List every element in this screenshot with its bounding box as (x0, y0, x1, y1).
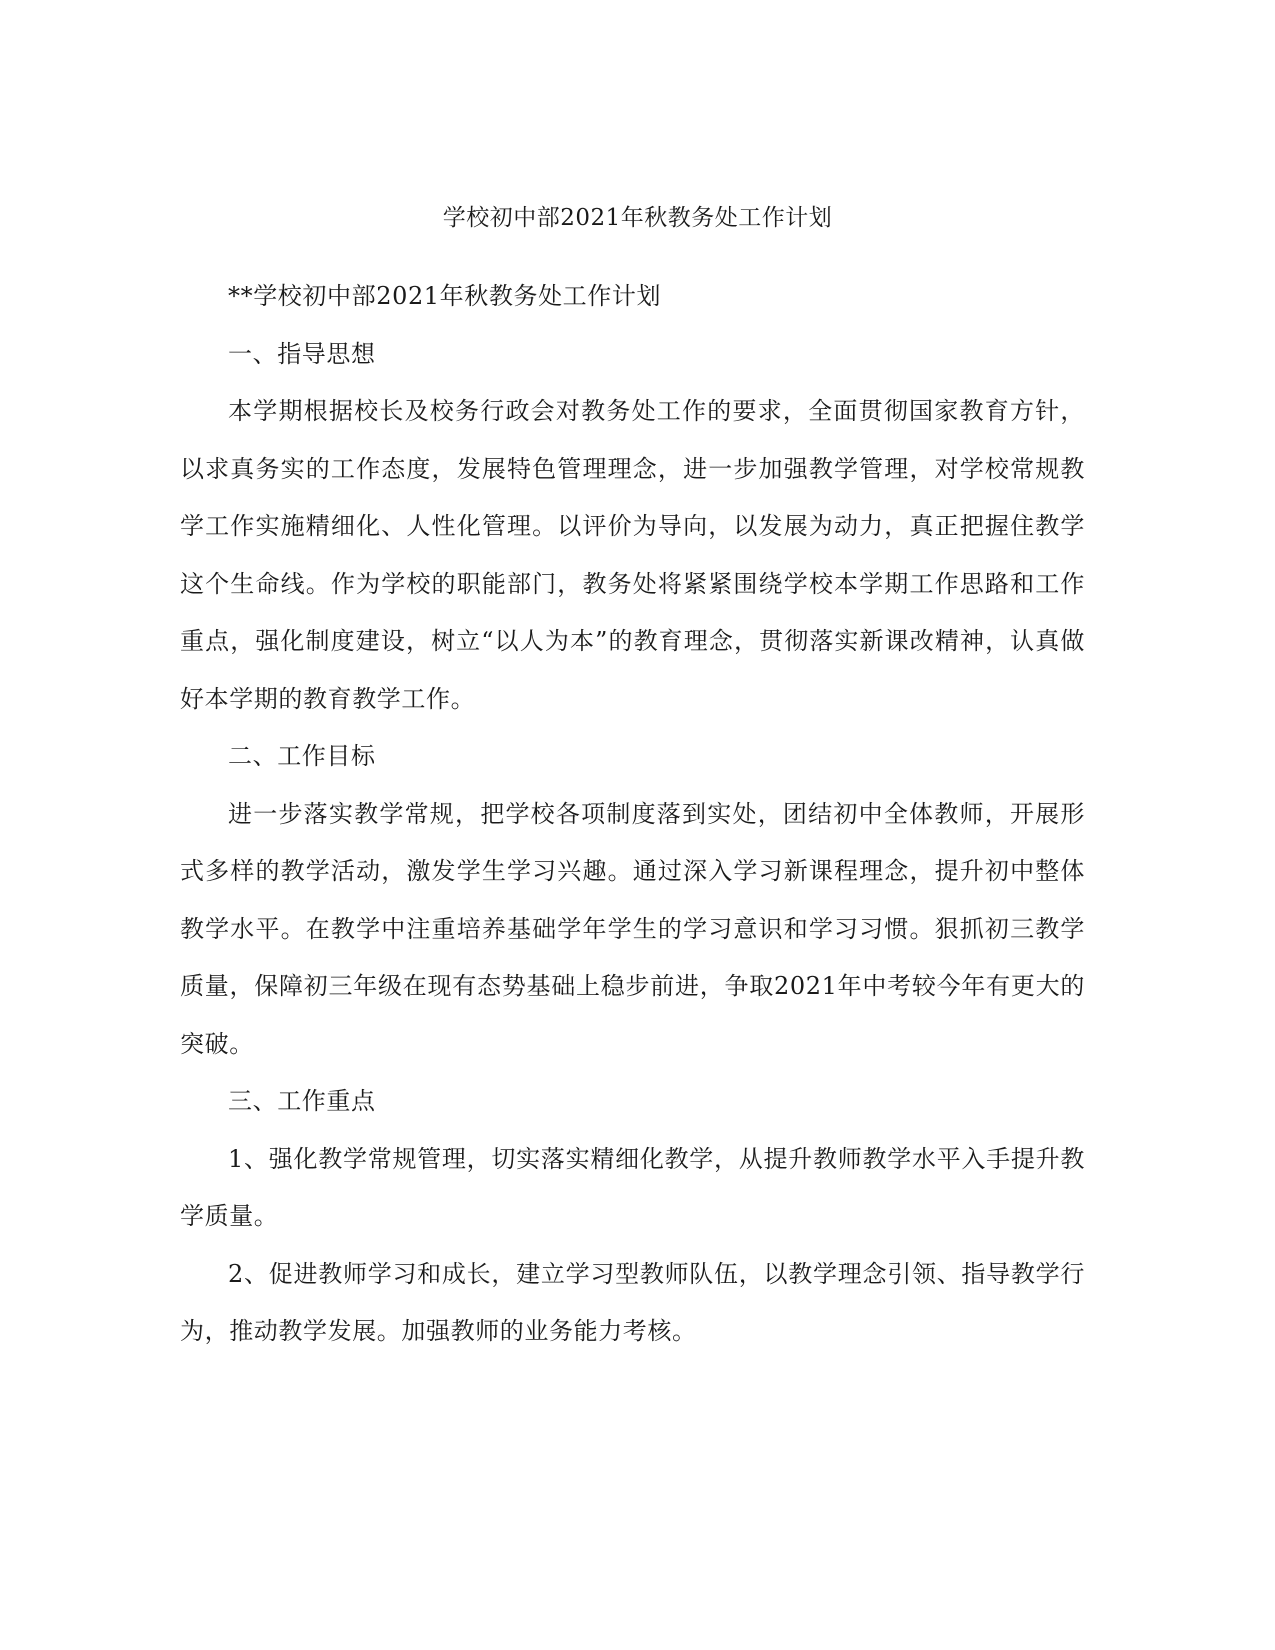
section-heading-work-focus: 三、工作重点 (228, 1087, 376, 1115)
document-body (180, 268, 1085, 1361)
list-item-focus-1: 1、强化教学常规管理，切实落实精细化教学，从提升教师教学水平入手提升教学质量。 (180, 1144, 1085, 1230)
section-heading-work-goals: 二、工作目标 (228, 742, 376, 770)
document-title: 学校初中部2021年秋教务处工作计划 (442, 205, 833, 231)
list-item-focus-2: 2、促进教师学习和成长，建立学习型教师队伍，以教学理念引领、指导教学行为，推动教学发展。加强教师的业务能力考核。 (180, 1259, 1085, 1345)
paragraph-guiding-ideology: 本学期根据校长及校务行政会对教务处工作的要求，全面贯彻国家教育方针，以求真务实的工作态度，发展特色管理理念，进一步加强教学管理，对学校常规教学工作实施精细化、人性化管理。以评价为导向，以发展为动力，真正把握住教学这个生命线。作为学校的职能部门，教务处将紧紧围绕学校本学期工作思路和工作重点，强化制度建设，树立“以人为本”的教育理念，贯彻落实新课改精神，认真做好本学期的教育教学工作。 (180, 397, 1085, 713)
section-heading-guiding-ideology: 一、指导思想 (228, 339, 376, 368)
subtitle-paragraph: **学校初中部2021年秋教务处工作计划 (228, 282, 662, 310)
paragraph-work-goals: 进一步落实教学常规，把学校各项制度落到实处，团结初中全体教师，开展形式多样的教学活动，激发学生学习兴趣。通过深入学习新课程理念，提升初中整体教学水平。在教学中注重培养基础学年学生的学习意识和学习习惯。狠抓初三教学质量，保障初三年级在现有态势基础上稳步前进，争取2021年中考较今年有更大的突破。 (180, 799, 1085, 1058)
